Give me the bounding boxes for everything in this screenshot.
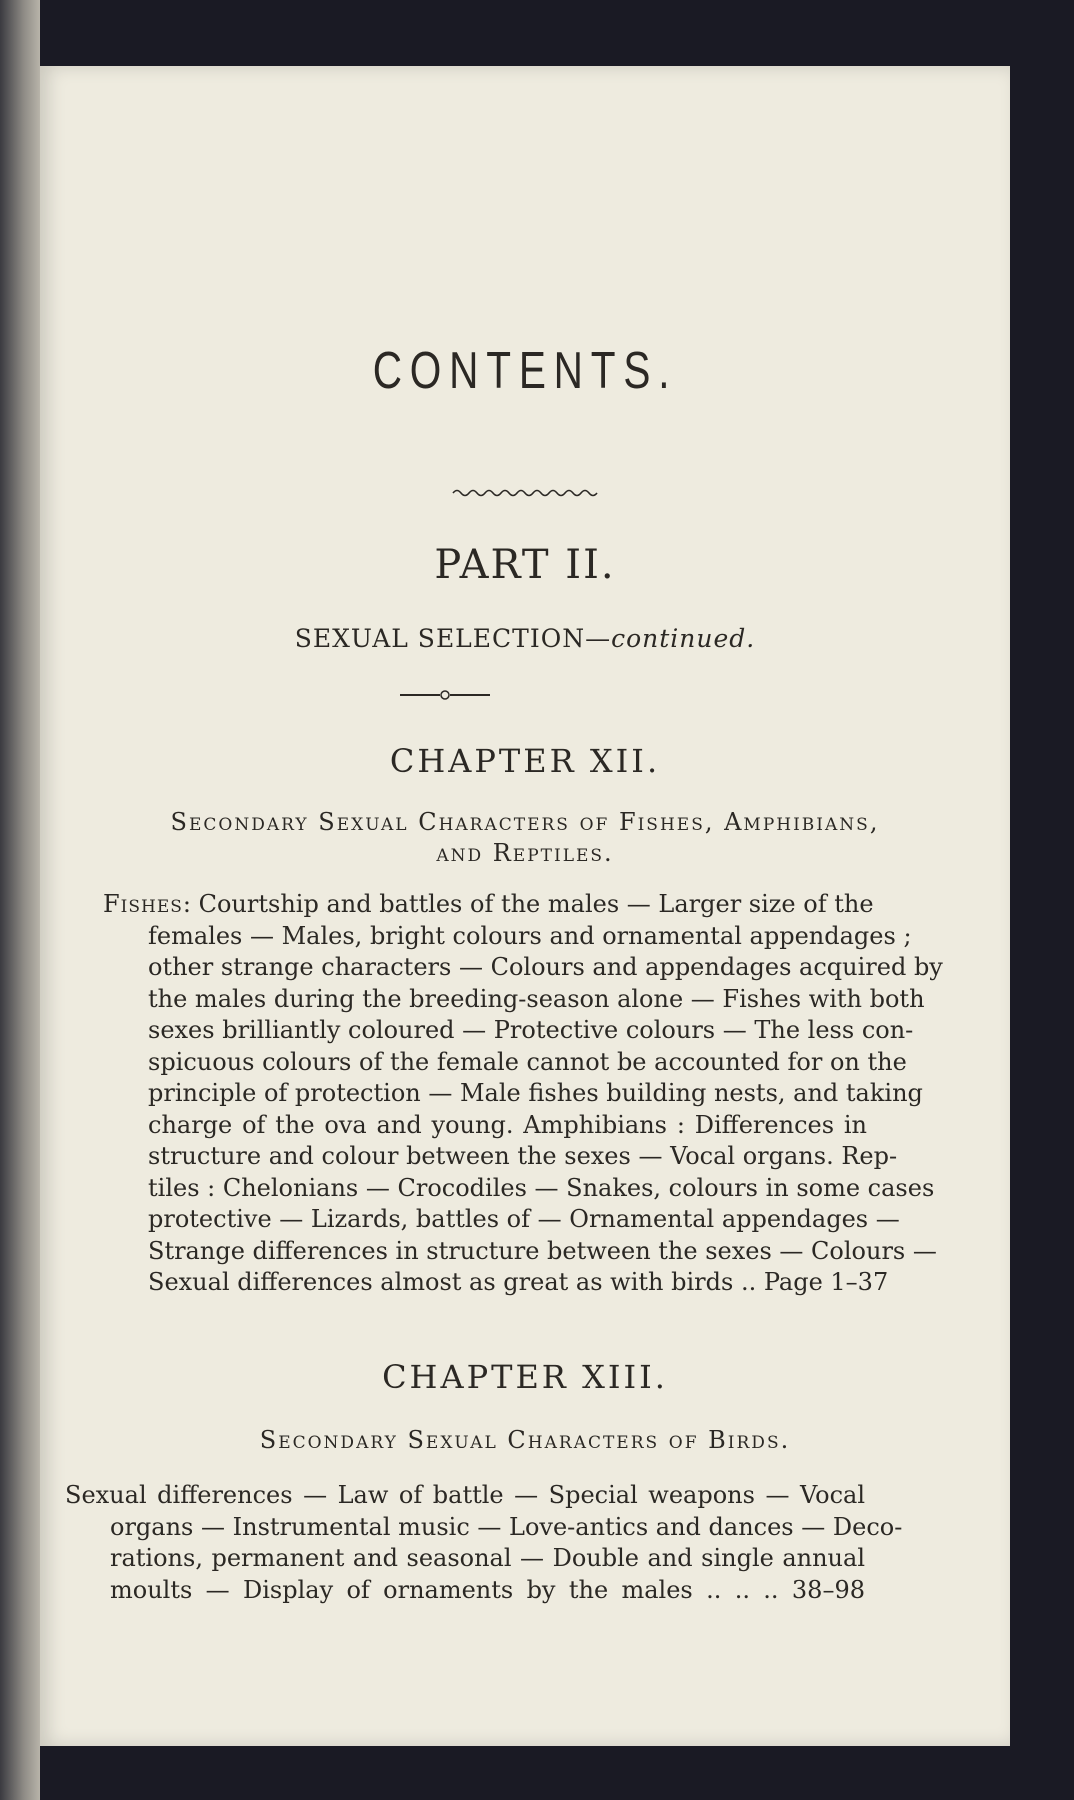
- chapter-12-subject-line-1: Secondary Sexual Characters of Fishes, Amphibians,: [170, 808, 880, 836]
- summary-line: the males during the breeding-season alone — Fishes with both: [148, 984, 925, 1013]
- summary-line-page-ref: Sexual differences almost as great as with birds .. Page 1–37: [148, 1268, 889, 1296]
- chapter-13-heading: CHAPTER XIII.: [382, 1358, 668, 1396]
- subtitle-italic: continued.: [611, 624, 756, 653]
- page-title: CONTENTS.: [372, 342, 678, 400]
- summary-line: principle of protection — Male fishes building nests, and taking: [148, 1079, 923, 1107]
- summary-line: charge of the ova and young. Amphibians : Differences in: [148, 1110, 867, 1139]
- fishes-label: Fishes: [103, 890, 183, 918]
- chapter-13-subject: Secondary Sexual Characters of Birds.: [259, 1426, 791, 1454]
- summary-line: rations, permanent and seasonal — Double and single annual: [110, 1544, 865, 1572]
- summary-line: Sexual differences — Law of battle — Special weapons — Vocal: [65, 1481, 865, 1509]
- summary-line: Strange differences in structure between the sexes — Colours —: [148, 1236, 937, 1265]
- summary-line: tiles : Chelonians — Crocodiles — Snakes, colours in some cases: [148, 1173, 935, 1202]
- chapter-12-heading: CHAPTER XII.: [389, 742, 661, 780]
- part-heading: PART II.: [434, 542, 616, 588]
- summary-line: other strange characters — Colours and appendages acquired by: [148, 953, 943, 981]
- divider-ornament: [40, 688, 1010, 702]
- summary-line: sexes brilliantly coloured — Protective colours — The less con-: [148, 1016, 914, 1044]
- summary-line: protective — Lizards, battles of — Ornamental appendages —: [148, 1205, 900, 1233]
- summary-line: organs — Instrumental music — Love-antics and dances — Deco-: [110, 1512, 903, 1541]
- summary-line: Fishes: Courtship and battles of the males — Larger size of the: [103, 890, 874, 918]
- part-subtitle: [40, 624, 1010, 653]
- summary-line: females — Males, bright colours and ornamental appendages ;: [148, 921, 912, 950]
- subtitle-main: SEXUAL SELECTION—: [294, 624, 612, 653]
- chapter-13-summary: [65, 1480, 903, 1606]
- wavy-rule-ornament: [40, 486, 1010, 500]
- adjacent-page-edge: [0, 0, 40, 1800]
- book-page: [40, 66, 1010, 1746]
- summary-line: spicuous colours of the female cannot be accounted for on the: [148, 1047, 907, 1076]
- chapter-12-summary: [103, 889, 943, 1299]
- summary-line-page-ref: moults — Display of ornaments by the males .. .. .. 38–98: [110, 1575, 865, 1604]
- summary-line: structure and colour between the sexes — Vocal organs. Rep-: [148, 1142, 898, 1170]
- chapter-12-subject-line-2: and Reptiles.: [436, 839, 614, 867]
